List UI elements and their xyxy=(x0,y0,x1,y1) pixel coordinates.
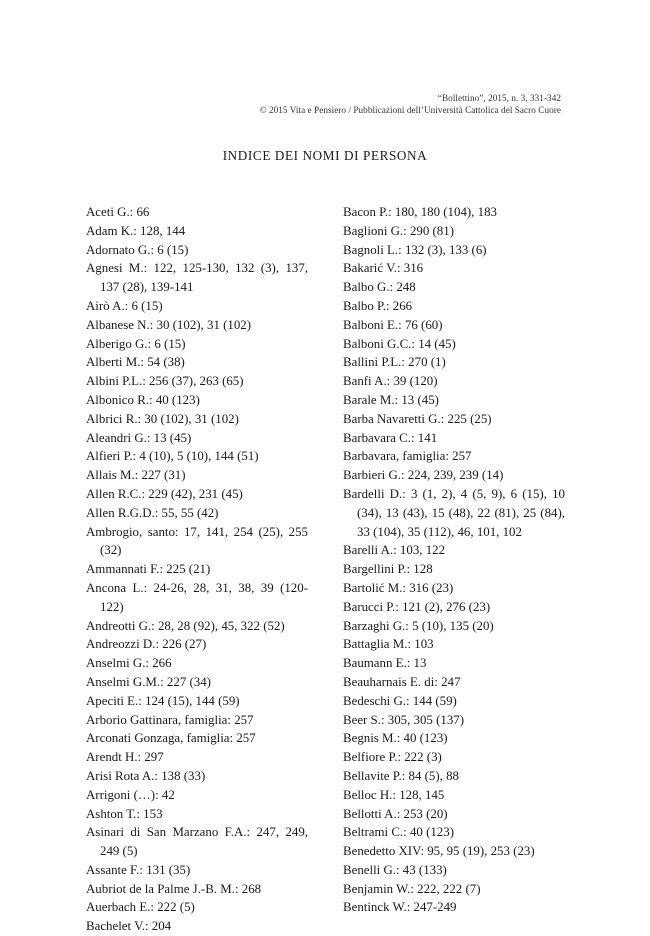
index-entry: Albrici R.: 30 (102), 31 (102) xyxy=(86,411,239,426)
index-entry: Andreozzi D.: 226 (27) xyxy=(86,637,207,652)
index-entry: Benjamin W.: 222, 222 (7) xyxy=(343,881,481,896)
index-entry: Bedeschi G.: 144 (59) xyxy=(343,693,457,708)
index-entry: Airò A.: 6 (15) xyxy=(86,298,163,313)
index-entry: Barucci P.: 121 (2), 276 (23) xyxy=(343,599,491,614)
index-entry: Aceti G.: 66 xyxy=(86,205,150,219)
index-entry: Bartolić M.: 316 (23) xyxy=(343,580,454,595)
index-entry: Allen R.G.D.: 55, 55 (42) xyxy=(86,505,219,520)
index-entry: Barbieri G.: 224, 239, 239 (14) xyxy=(343,468,504,483)
index-entry: Barale M.: 13 (45) xyxy=(343,392,439,407)
index-entry: Albanese N.: 30 (102), 31 (102) xyxy=(86,317,252,332)
index-entry: Belfiore P.: 222 (3) xyxy=(343,750,442,765)
index-entry: Beltrami C.: 40 (123) xyxy=(343,825,454,840)
index-entry: Arisi Rota A.: 138 (33) xyxy=(86,768,206,783)
index-entry: Auerbach E.: 222 (5) xyxy=(86,900,195,915)
index-entry: Allen R.C.: 229 (42), 231 (45) xyxy=(86,486,243,501)
copyright-line: © 2015 Vita e Pensiero / Pubblicazioni dell’Università Cattolica del Sacro Cuore xyxy=(259,105,561,115)
index-entry: Ancona L.: 24-26, 28, 31, 38, 39 (120-122) xyxy=(86,580,308,614)
index-entry: Bagnoli L.: 132 (3), 133 (6) xyxy=(343,242,487,257)
index-entry: Barelli A.: 103, 122 xyxy=(343,543,446,558)
index-entry: Bargellini P.: 128 xyxy=(343,562,433,577)
index-entry: Bellavite P.: 84 (5), 88 xyxy=(343,768,460,783)
index-entry: Ashton T.: 153 xyxy=(86,806,163,821)
index-entry: Ammannati F.: 225 (21) xyxy=(86,562,211,577)
index-entry: Beer S.: 305, 305 (137) xyxy=(343,712,465,727)
index-entry: Aubriot de la Palme J.-B. M.: 268 xyxy=(86,881,262,896)
index-entry: Bachelet V.: 204 xyxy=(86,919,172,934)
index-entry: Ambrogio, santo: 17, 141, 254 (25), 255 (32) xyxy=(86,524,308,558)
running-header xyxy=(260,92,561,116)
index-entry: Agnesi M.: 122, 125-130, 132 (3), 137, 137 (28), 139-141 xyxy=(86,261,308,295)
index-entry: Albini P.L.: 256 (37), 263 (65) xyxy=(86,374,244,389)
index-entry: Balbo P.: 266 xyxy=(343,298,413,313)
index-entry: Bardelli D.: 3 (1, 2), 4 (5, 9), 6 (15), 10 (34), 13 (43), 15 (48), 22 (81), 25 (84), 33 (104), 35 (112), 46, 101, 102 xyxy=(343,486,565,539)
index-entry: Benedetto XIV: 95, 95 (19), 253 (23) xyxy=(343,844,535,859)
index-entry: Ballini P.L.: 270 (1) xyxy=(343,355,446,370)
index-entry: Barba Navaretti G.: 225 (25) xyxy=(343,411,492,426)
index-entry: Arendt H.: 297 xyxy=(86,750,164,765)
index-entry: Baglioni G.: 290 (81) xyxy=(343,223,454,238)
index-entry: Adornato G.: 6 (15) xyxy=(86,242,189,257)
index-entry: Assante F.: 131 (35) xyxy=(86,862,191,877)
index-entry: Barzaghi G.: 5 (10), 135 (20) xyxy=(343,618,494,633)
index-entry: Apeciti E.: 124 (15), 144 (59) xyxy=(86,693,240,708)
index-entry: Bakarić V.: 316 xyxy=(343,261,424,276)
journal-citation: “Bollettino”, 2015, n. 3, 331-342 xyxy=(437,93,561,103)
index-entry: Arborio Gattinara, famiglia: 257 xyxy=(86,712,254,727)
index-entry: Beauharnais E. di: 247 xyxy=(343,674,461,689)
index-entry: Banfi A.: 39 (120) xyxy=(343,374,438,389)
index-entry: Bellotti A.: 253 (20) xyxy=(343,806,448,821)
index-entry: Begnis M.: 40 (123) xyxy=(343,731,448,746)
index-entry: Aleandri G.: 13 (45) xyxy=(86,430,192,445)
index-entry: Barbavara, famiglia: 257 xyxy=(343,449,472,464)
index-entry: Adam K.: 128, 144 xyxy=(86,223,186,238)
index-entry: Bacon P.: 180, 180 (104), 183 xyxy=(343,205,497,219)
index-entry: Alberti M.: 54 (38) xyxy=(86,355,185,370)
index-entry: Balboni E.: 76 (60) xyxy=(343,317,443,332)
index-entry: Albonico R.: 40 (123) xyxy=(86,392,200,407)
index-column-left xyxy=(86,203,308,936)
index-entry: Asinari di San Marzano F.A.: 247, 249, 249 (5) xyxy=(86,825,308,859)
index-entry: Allais M.: 227 (31) xyxy=(86,468,186,483)
index-column-right xyxy=(343,203,565,917)
index-entry: Anselmi G.M.: 227 (34) xyxy=(86,674,211,689)
index-entry: Belloc H.: 128, 145 xyxy=(343,787,445,802)
index-entry: Balbo G.: 248 xyxy=(343,280,416,295)
index-entry: Benelli G.: 43 (133) xyxy=(343,862,447,877)
index-entry: Alberigo G.: 6 (15) xyxy=(86,336,186,351)
index-entry: Andreotti G.: 28, 28 (92), 45, 322 (52) xyxy=(86,618,285,633)
index-entry: Alfieri P.: 4 (10), 5 (10), 144 (51) xyxy=(86,449,259,464)
index-entry: Arconati Gonzaga, famiglia: 257 xyxy=(86,731,256,746)
index-entry: Arrigoni (…): 42 xyxy=(86,787,175,802)
index-entry: Barbavara C.: 141 xyxy=(343,430,438,445)
index-entry: Anselmi G.: 266 xyxy=(86,656,172,671)
index-entry: Battaglia M.: 103 xyxy=(343,637,434,652)
index-entry: Balboni G.C.: 14 (45) xyxy=(343,336,456,351)
page-title: INDICE DEI NOMI DI PERSONA xyxy=(222,148,428,163)
index-entry: Bentinck W.: 247-249 xyxy=(343,900,457,915)
index-entry: Baumann E.: 13 xyxy=(343,656,427,671)
